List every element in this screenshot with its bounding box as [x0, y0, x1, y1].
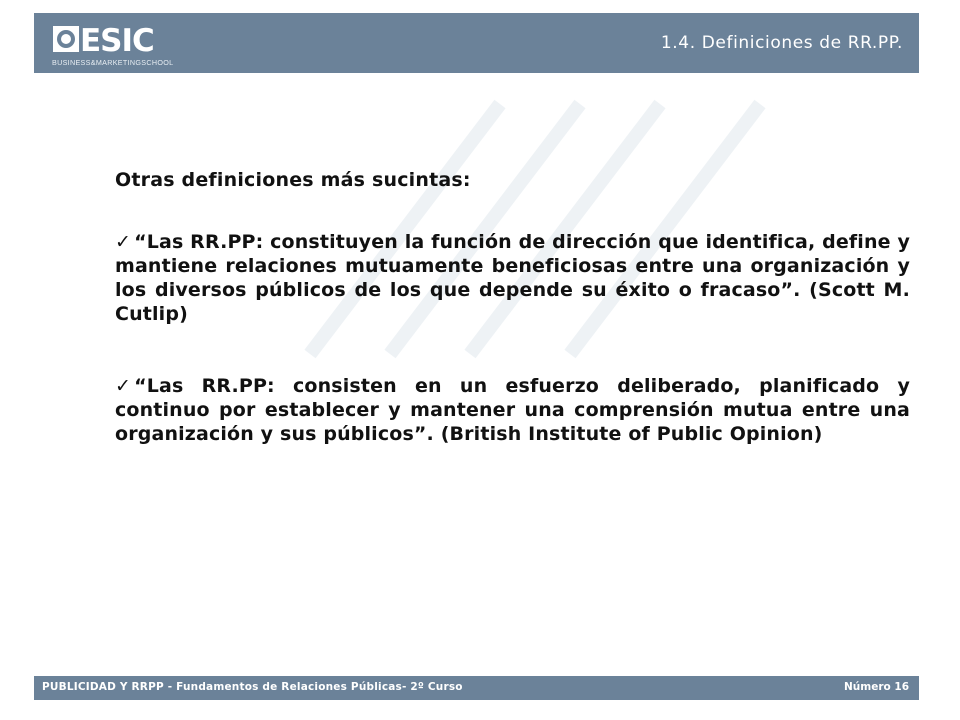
logo-emblem-icon — [52, 25, 82, 55]
intro-heading: Otras definiciones más sucintas: — [115, 169, 471, 191]
logo-wordmark: ESIC — [80, 23, 154, 59]
definition-item — [115, 374, 910, 446]
page-number: Número 16 — [844, 681, 909, 693]
definition-text: “Las RR.PP: constituyen la función de dirección que identifica, define y mantiene relaciones mutuamente beneficiosas entre una organización y los diversos públicos de los que depende su éxito o fracaso”. (Scott M. Cutlip) — [115, 231, 910, 325]
header-bar — [34, 13, 919, 73]
definition-text: “Las RR.PP: consisten en un esfuerzo deliberado, planificado y continuo por establecer y mantener una comprensión mutua entre una organización y sus públicos”. (British Institute of Public Opinion) — [115, 375, 910, 445]
slide-title: 1.4. Definiciones de RR.PP. — [660, 33, 903, 53]
definition-item — [115, 230, 910, 326]
checkmark-icon: ✓ — [115, 375, 132, 397]
esic-logo — [52, 21, 202, 67]
logo-tagline: BUSINESS&MARKETINGSCHOOL — [52, 58, 174, 67]
footer-course-title: PUBLICIDAD Y RRPP - Fundamentos de Relaciones Públicas- 2º Curso — [42, 681, 463, 693]
checkmark-icon: ✓ — [115, 231, 132, 253]
footer-bar — [34, 676, 919, 700]
slide-content — [115, 168, 910, 494]
